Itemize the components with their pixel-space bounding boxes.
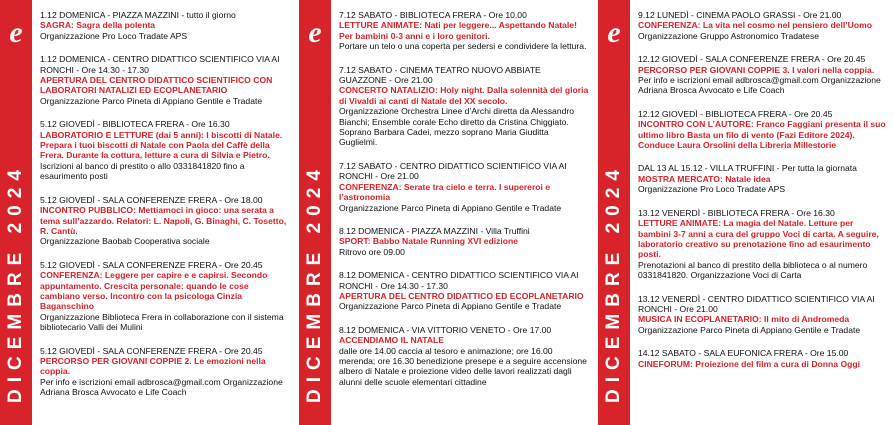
event-header: DAL 13 AL 15.12 - VILLA TRUFFINI - Per tutta la giornata xyxy=(638,163,857,174)
event-title: CINEFORUM: Proiezione del film a cura di Donna Oggi xyxy=(638,358,861,369)
event-item xyxy=(40,260,290,333)
eventi-logo: e xyxy=(308,16,322,49)
event-organizer: dalle ore 14.00 caccia al tesoro e animazione; ore 16.00 merenda; ore 16.30 benedizione presepe e a seguire accensione albero di Natale e proiezione video delle lavori realizzati dagli alunni delle scuole elementari cittadine xyxy=(339,345,587,387)
month-banner: DICEMBRE 2024 xyxy=(304,163,325,403)
event-organizer: Organizzazione Parco Pineta di Appiano Gentile e Tradate xyxy=(638,324,861,335)
event-item xyxy=(638,294,888,336)
event-item xyxy=(40,346,290,398)
event-title: APERTURA DEL CENTRO DIDATTICO ED ECOPLANETARIO xyxy=(339,290,584,301)
event-header: 13.12 VENERDÌ - BIBLIOTECA FRERA - Ore 16.30 xyxy=(638,207,835,218)
event-title: PERCORSO PER GIOVANI COPPIE 3. I valori nella coppia. xyxy=(638,64,875,75)
event-organizer: Organizzazione Biblioteca Frera in collaborazione con il sistema bibliotecario Valli dei Mulini xyxy=(40,311,284,333)
event-organizer: Organizzazione Parco Pineta di Appiano Gentile e Tradate xyxy=(339,202,562,213)
event-item xyxy=(638,163,888,194)
event-item xyxy=(339,161,589,213)
event-item xyxy=(40,195,290,247)
event-header: 13.12 VENERDÌ - CENTRO DIDATTICO SCIENTIFICO VIA AI RONCHI - Ore 21.00 xyxy=(638,293,875,314)
event-organizer: Organizzazione Pro Loco Tradate APS xyxy=(40,30,188,41)
event-title: LABORATORIO E LETTURE (dai 5 anni): I biscotti di Natale. Prepara i tuoi biscotti di Natale con Paola del Caffè della Frera. Durante la cottura, letture a cura di Silvia e Pietro. xyxy=(40,129,283,161)
event-organizer: Organizzazione Pro Loco Tradate APS xyxy=(638,184,786,195)
event-title: INCONTRO CON L’AUTORE: Franco Faggiani presenta il suo ultimo libro Basta un filo di vento (Fazi Editore 2024). Conduce Laura Orsolini della Libreria Millestorie xyxy=(638,119,886,151)
eventi-logo: e xyxy=(9,16,23,49)
event-header: 14.12 SABATO - SALA EUFONICA FRERA - Ore 15.00 xyxy=(638,348,849,359)
event-header: 1.12 DOMENICA - CENTRO DIDATTICO SCIENTIFICO VIA AI RONCHI - Ore 14.30 - 17.30 xyxy=(40,54,280,75)
event-item xyxy=(40,10,290,41)
event-organizer: Per info e iscrizioni email adbrosca@gmail.com Organizzazione Adriana Brosca Avvocato e Life Coach xyxy=(638,75,881,96)
event-header: 12.12 GIOVEDÌ - SALA CONFERENZE FRERA - Ore 20.45 xyxy=(638,54,866,65)
event-organizer: Iscrizioni al banco di prestito o allo 0331841820 fino a esaurimento posti xyxy=(40,160,245,182)
event-header: 8.12 DOMENICA - CENTRO DIDATTICO SCIENTIFICO VIA AI RONCHI - Ore 14.30 - 17.30 xyxy=(339,270,579,291)
event-item xyxy=(339,65,589,148)
event-header: 8.12 DOMENICA - VIA VITTORIO VENETO - Ore 17.00 xyxy=(339,324,552,335)
event-title: PERCORSO PER GIOVANI COPPIE 2. Le emozioni nella coppia. xyxy=(40,355,266,377)
event-title: CONFERENZA: La vita nel cosmo nel pensiero dell’Uomo xyxy=(638,20,872,31)
event-item xyxy=(638,10,888,41)
event-item xyxy=(40,54,290,106)
event-title: SAGRA: Sagra della polenta xyxy=(40,20,156,31)
event-organizer: Per info e iscrizioni email adbrosca@gmail.com Organizzazione Adriana Brosca Avvocato e Life Coach xyxy=(40,376,283,398)
events-column-2 xyxy=(339,10,589,400)
event-item xyxy=(339,325,589,387)
event-organizer: Organizzazione Parco Pineta di Appiano Gentile e Tradate xyxy=(40,95,263,106)
event-organizer: Organizzazione Baobab Cooperativa sociale xyxy=(40,236,210,247)
event-title: APERTURA DEL CENTRO DIDATTICO SCIENTIFICO CON LABORATORI NATALIZI ED ECOPLANETARIO xyxy=(40,75,273,96)
events-column-1 xyxy=(40,10,290,411)
event-header: 1.12 DOMENICA - PIAZZA MAZZINI - tutto il giorno xyxy=(40,10,236,20)
event-organizer: Organizzazione Orchestra Linee d’Archi diretta da Alessandro Bianchi; Ensemble corale Echo diretto da Cristina Chiggiato. Soprano Barbara Cadei, mezzo soprano Maria Giuditta Guglielmi. xyxy=(339,106,575,148)
event-header: 7.12 SABATO - BIBLIOTECA FRERA - Ore 10.00 xyxy=(339,10,527,20)
red-band-2 xyxy=(299,0,331,425)
event-title: SPORT: Babbo Natale Running XVI edizione xyxy=(339,236,519,247)
month-banner: DICEMBRE 2024 xyxy=(5,163,26,403)
event-item xyxy=(638,208,888,281)
event-organizer: Portare un telo o una coperta per sedersi e condividere la lettura. xyxy=(339,41,587,52)
event-title: ACCENDIAMO IL NATALE xyxy=(339,335,445,346)
eventi-logo: e xyxy=(607,16,621,49)
event-header: 8.12 DOMENICA - PIAZZA MAZZINI - Villa Truffini xyxy=(339,225,530,236)
event-title: INCONTRO PUBBLICO: Mettiamoci in gioco: una serata a tema sull’azzardo. Relatori: L. Napoli, G. Binaghi, C. Tosetto, R. Cantù. xyxy=(40,205,287,236)
event-organizer: Organizzazione Parco Pineta di Appiano Gentile e Tradate xyxy=(339,301,562,312)
red-band-3 xyxy=(598,0,630,425)
event-organizer: Ritrovo ore 09.00 xyxy=(339,246,405,257)
event-item xyxy=(339,10,589,52)
event-item xyxy=(638,54,888,96)
event-item xyxy=(40,119,290,181)
event-organizer: Prenotazioni al banco di prestito della biblioteca o al numero 0331841820. Organizzazione Voci di Carta xyxy=(638,259,868,281)
event-header: 5.12 GIOVEDÌ - SALA CONFERENZE FRERA - Ore 20.45 xyxy=(40,345,263,356)
event-item xyxy=(339,226,589,257)
event-title: CONCERTO NATALIZIO: Holy night. Dalla solennità del gloria di Vivaldi ai canti di Natale del XX secolo. xyxy=(339,85,589,106)
event-item xyxy=(339,270,589,312)
event-header: 5.12 GIOVEDÌ - SALA CONFERENZE FRERA - Ore 20.45 xyxy=(40,259,263,270)
event-header: 12.12 GIOVEDÌ - BIBLIOTECA FRERA - Ore 20.45 xyxy=(638,108,833,119)
event-header: 7.12 SABATO - CINEMA TEATRO NUOVO ABBIATE GUAZZONE - Ore 21.00 xyxy=(339,64,541,86)
event-organizer: Organizzazione Gruppo Astronomico Tradatese xyxy=(638,30,820,41)
red-band-1 xyxy=(0,0,32,425)
event-header: 5.12 GIOVEDÌ - BIBLIOTECA FRERA - Ore 16.30 xyxy=(40,119,230,130)
event-title: MOSTRA MERCATO: Natale idea xyxy=(638,173,771,184)
event-title: LETTURE ANIMATE: Nati per leggere... Aspettando Natale! Per bambini 0-3 anni e i loro genitori. xyxy=(339,20,577,41)
event-title: CONFERENZA: Leggere per capire e e capirsi. Secondo appuntamento. Crescita personale: quando le cose cambiano verso. Incontro con la psicologa Cinzia Baganschino xyxy=(40,270,268,312)
events-column-3 xyxy=(638,10,888,382)
month-banner: DICEMBRE 2024 xyxy=(603,163,624,403)
event-title: LETTURE ANIMATE: La magia del Natale. Letture per bambini 3-7 anni a cura del gruppo Voci di carta. A seguire, laboratorio creativo su prenotazione fino ad esaurimento posti. xyxy=(638,218,879,260)
event-item xyxy=(638,109,888,151)
event-header: 7.12 SABATO - CENTRO DIDATTICO SCIENTIFICO VIA AI RONCHI - Ore 21.00 xyxy=(339,160,567,182)
event-item xyxy=(638,348,888,369)
event-title: MUSICA IN ECOPLANETARIO: Il mito di Andromeda xyxy=(638,314,850,325)
event-header: 9.12 LUNEDÌ - CINEMA PAOLO GRASSI - Ore 21.00 xyxy=(638,10,842,20)
event-header: 5.12 GIOVEDÌ - SALA CONFERENZE FRERA - Ore 18.00 xyxy=(40,194,263,205)
event-title: CONFERENZA: Serate tra cielo e terra. I supereroi e l’astronomia xyxy=(339,181,551,203)
